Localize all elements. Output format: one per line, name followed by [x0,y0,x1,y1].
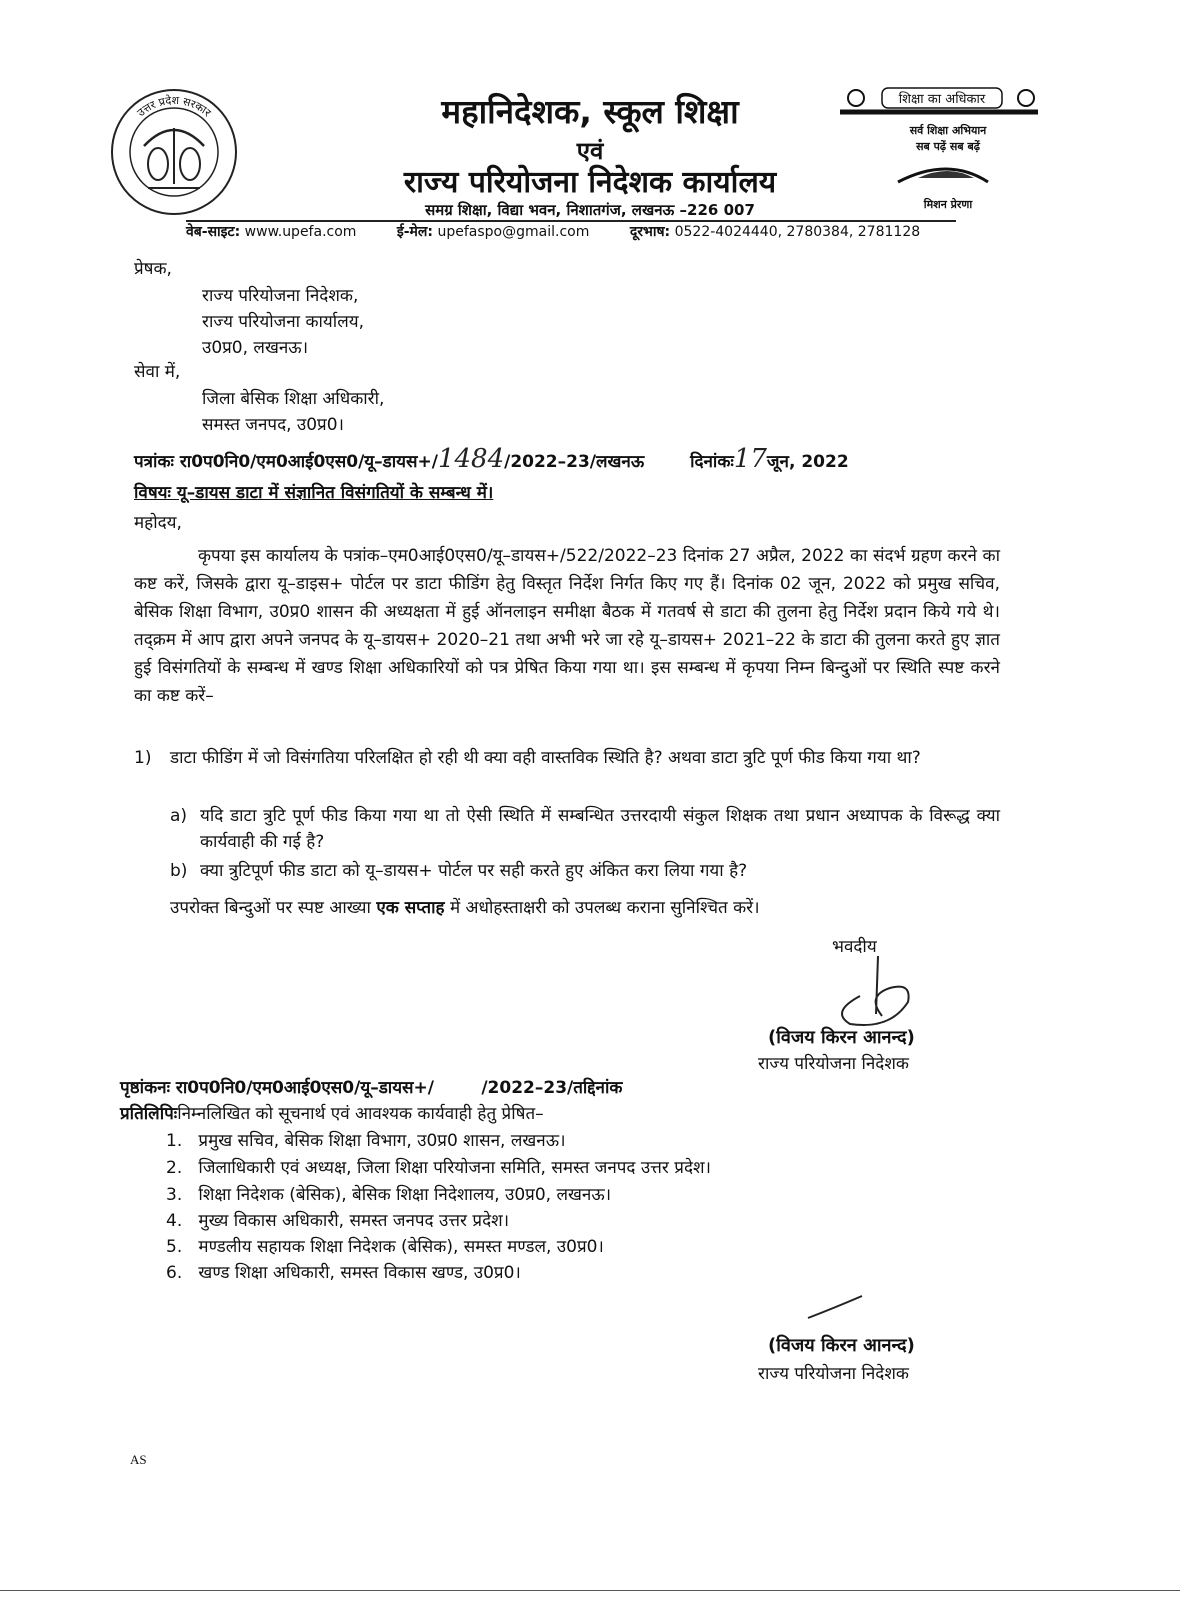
copy-list-item: 5. मण्डलीय सहायक शिक्षा निदेशक (बेसिक), समस्त मण्डल, उ0प्र0। [166,1237,604,1257]
subject-label: विषयः [134,483,171,503]
copy-intro [120,1101,544,1127]
phone-label: दूरभाष: [629,224,671,240]
rte-label: शिक्षा का अधिकार [898,92,986,107]
copy-list-item: 6. खण्ड शिक्षा अधिकारी, समस्त विकास खण्ड, उ0प्र0। [166,1263,521,1283]
initial-mark-icon [804,1292,868,1322]
mission-prerna-label: मिशन प्रेरणा [923,198,973,211]
point-a-text: यदि डाटा त्रुटि पूर्ण फीड किया गया था तो ऐसी स्थिति में सम्बन्धित उत्तरदायी संकुल शिक्षक तथा प्रधान अध्यापक के विरूद्ध क्या कार्यवाही की गई है? [200,806,1000,852]
page-edge-line [0,1590,1180,1591]
point-1-text: डाटा फीडिंग में जो विसंगतिया परिलक्षित हो रही थी क्या वही वास्तविक स्थिति है? अथवा डाटा त्रुटि पूर्ण फीड किया गया था? [170,748,921,768]
copy-list-item: 3. शिक्षा निदेशक (बेसिक), बेसिक शिक्षा निदेशालय, उ0प्र0, लखनऊ। [166,1185,612,1205]
email-link[interactable]: upefaspo@gmail.com [437,224,590,240]
ssa-mission-logo-icon [838,86,1048,216]
salutation: महोदय, [134,513,182,533]
signatory-designation-2: राज्य परियोजना निदेशक [758,1364,909,1384]
recipient-line-2: समस्त जनपद, उ0प्र0। [202,415,344,435]
closing-line-start: उपरोक्त बिन्दुओं पर स्पष्ट आख्या [170,898,377,918]
signatory-name: (विजय किरन आनन्द) [768,1027,915,1048]
closing-word: भवदीय [832,937,877,957]
signatory-designation: राज्य परियोजना निदेशक [758,1054,909,1074]
recipient-line-1: जिला बेसिक शिक्षा अधिकारी, [202,389,385,409]
website-label: वेब-साइट: [186,224,241,240]
point-b-text: क्या त्रुटिपूर्ण फीड डाटा को यू–डायस+ पोर्टल पर सही करते हुए अंकित करा लिया गया है? [200,861,748,881]
endorsement-reference: पृष्ठांकनः रा0प0नि0/एम0आई0एस0/यू–डायस+/ /2022–23/तद्दिनांक [120,1078,623,1098]
seal-text: उत्तर प्रदेश सरकार [134,93,214,120]
subject-line [134,480,493,506]
handwritten-letter-number: 1484 [437,444,505,474]
sender-line-2: राज्य परियोजना कार्यालय, [202,312,364,332]
body-paragraph [134,542,1000,710]
date-label: दिनांकः [690,452,734,472]
reference-prefix: पत्रांकः रा0प0नि0/एम0आई0एस0/यू–डायस+/ [134,452,438,472]
ssa-label: सर्व शिक्षा अभियान [909,124,987,137]
signature-icon [820,952,920,1032]
ssa-tagline: सब पढ़ें सब बढ़ें [916,140,980,153]
copy-intro-text: निम्नलिखित को सूचनार्थ एवं आवश्यक कार्यवाही हेतु प्रेषित– [177,1104,544,1124]
signatory-name-2: (विजय किरन आनन्द) [768,1335,915,1356]
closing-line [170,895,1000,921]
date-rest: जून, 2022 [766,452,849,472]
handwritten-date: 17 [733,444,767,474]
sender-line-3: उ0प्र0, लखनऊ। [202,338,309,358]
sender-label: प्रेषक, [134,259,172,279]
typist-initials: AS [130,1452,147,1467]
closing-line-bold: एक सप्ताह [376,898,445,918]
reference-suffix: /2022–23/लखनऊ [504,452,645,472]
point-b-number: b) [170,861,188,881]
copy-list-item: 4. मुख्य विकास अधिकारी, समस्त जनपद उत्तर प्रदेश। [166,1211,510,1231]
office-address: समग्र शिक्षा, विद्या भवन, निशातगंज, लखनऊ –226 007 [425,201,755,219]
office-title-conjunction: एवं [576,137,604,165]
phone-numbers: 0522-4024440, 2780384, 2781128 [674,224,921,240]
office-subtitle: राज्य परियोजना निदेशक कार्यालय [403,165,777,200]
website-link[interactable]: www.upefa.com [244,224,357,240]
subject-text: यू–डायस डाटा में संज्ञानित विसंगतियों के सम्बन्ध में। [176,483,494,503]
email-label: ई-मेल: [396,224,434,240]
sender-line-1: राज्य परियोजना निदेशक, [202,286,359,306]
office-title: महानिदेशक, स्कूल शिक्षा [441,92,739,131]
copy-list-item: 2. जिलाधिकारी एवं अध्यक्ष, जिला शिक्षा परियोजना समिति, समस्त जनपद उत्तर प्रदेश। [166,1158,711,1178]
recipient-label: सेवा में, [134,362,181,382]
contact-line [186,222,966,241]
up-government-seal-icon [108,86,240,218]
body-paragraph-text: कृपया इस कार्यालय के पत्रांक–एम0आई0एस0/यू–डायस+/522/2022–23 दिनांक 27 अप्रैल, 2022 का संदर्भ ग्रहण करने का कष्ट करें, जिसके द्वारा यू–डाइस+ पोर्टल पर डाटा फीडिंग हेतु विस्तृत निर्देश निर्गत किए गए हैं। दिनांक 02 जून, 2022 को प्रमुख सचिव, बेसिक शिक्षा विभाग, उ0प्र0 शासन की अध्यक्षता में हुई ऑनलाइन समीक्षा बैठक में गतवर्ष से डाटा की तुलना हेतु निर्देश प्रदान किये गये थे। तद्क्रम में आप द्वारा अपने जनपद के यू–डायस+ 2020–21 तथा अभी भरे जा रहे यू–डायस+ 2021–22 के डाटा की तुलना करते हुए ज्ञात हुई विसंगतियों के सम्बन्ध में खण्ड शिक्षा अधिकारियों को पत्र प्रेषित किया गया था। इस सम्बन्ध में कृपया निम्न बिन्दुओं पर स्थिति स्पष्ट करने का कष्ट करें– [134,546,1000,706]
point-a-number: a) [170,806,188,826]
closing-line-end: में अधोहस्ताक्षरी को उपलब्ध कराना सुनिश्चित करें। [444,898,760,918]
point-1-number: 1) [134,748,152,768]
copy-label: प्रतिलिपिः [120,1104,178,1124]
copy-list-item: 1. प्रमुख सचिव, बेसिक शिक्षा विभाग, उ0प्र0 शासन, लखनऊ। [166,1131,566,1151]
reference-line [134,446,1004,475]
